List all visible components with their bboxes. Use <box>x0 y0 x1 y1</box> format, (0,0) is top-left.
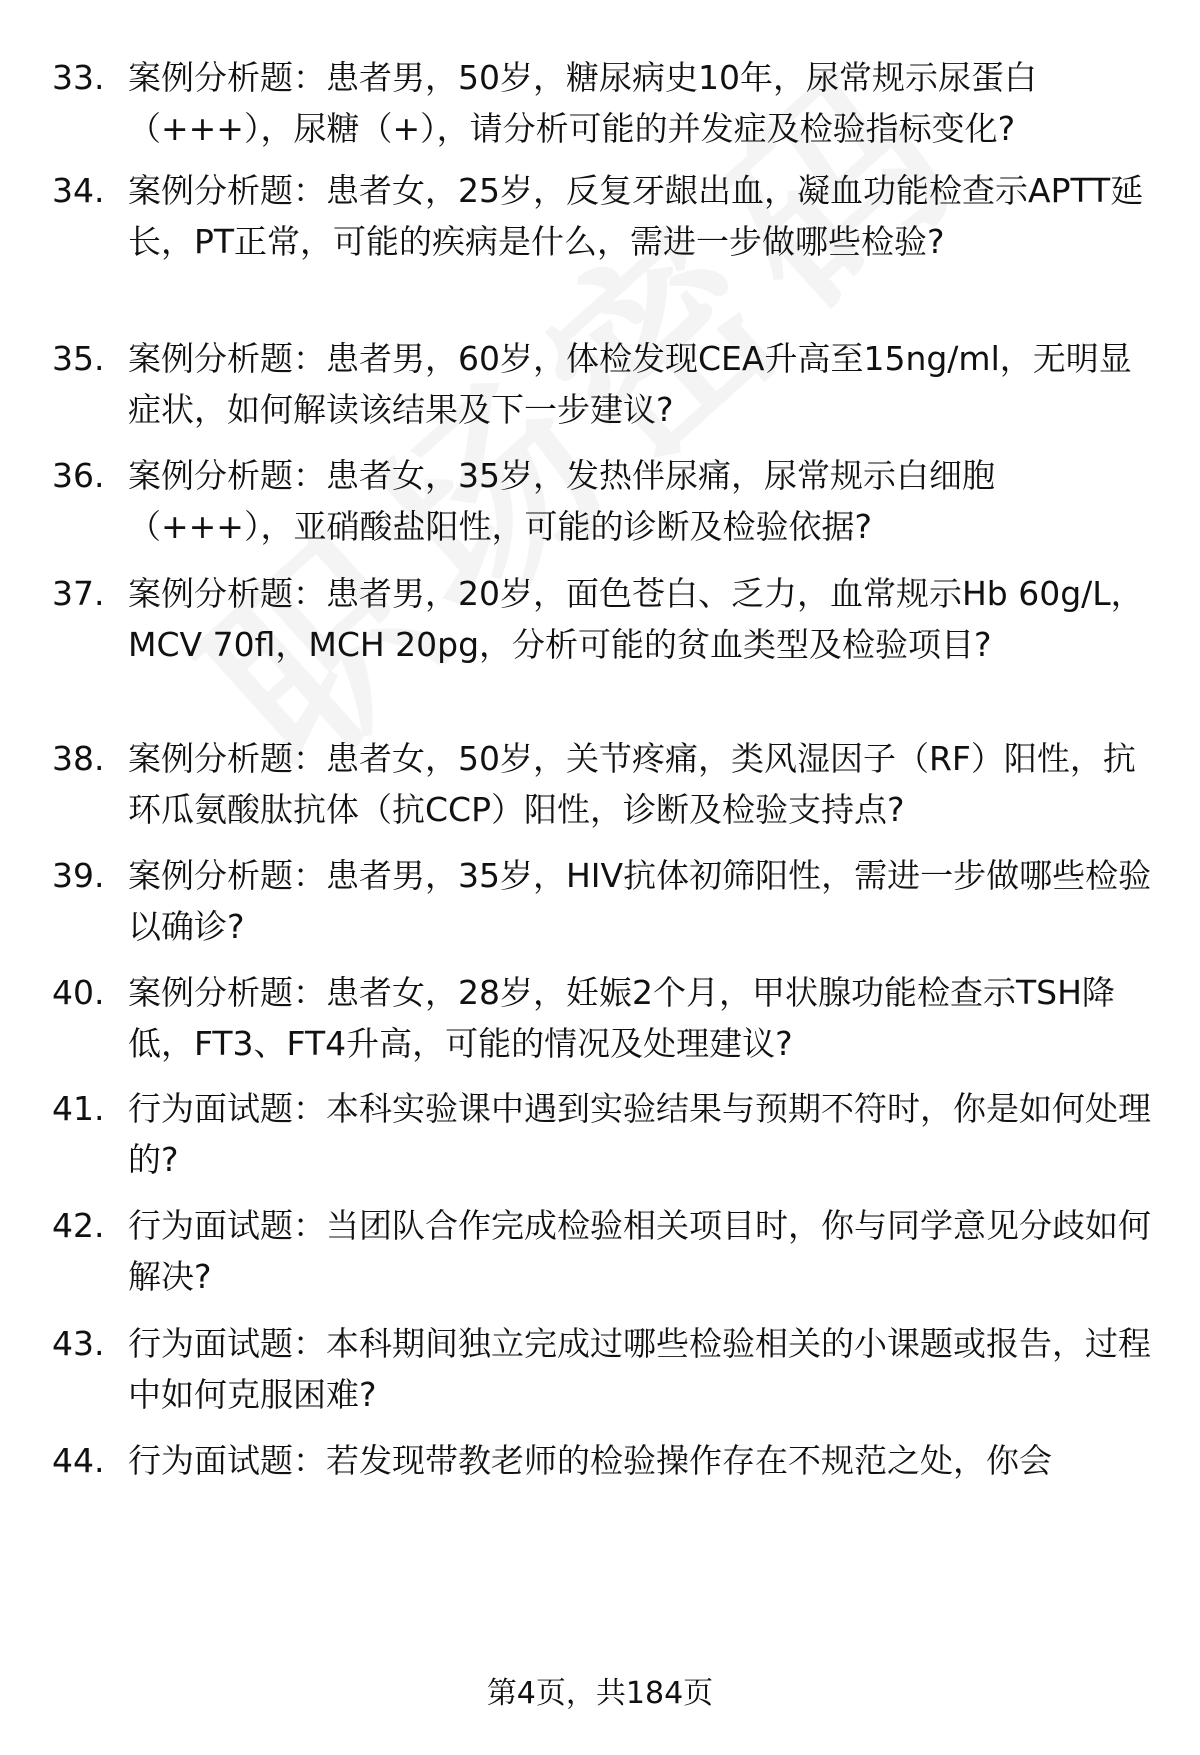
question-text: 案例分析题：患者女，28岁，妊娠2个月，甲状腺功能检查示TSH降低，FT3、FT4升高，可能的情况及处理建议? <box>128 973 1115 1063</box>
question-item <box>52 850 1152 952</box>
question-number: 38. <box>52 739 105 778</box>
question-item <box>52 1318 1152 1420</box>
question-text: 行为面试题：若发现带教老师的检验操作存在不规范之处，你会 <box>128 1441 1052 1480</box>
question-number: 37. <box>52 574 105 613</box>
question-item <box>52 1200 1152 1302</box>
question-number: 36. <box>52 456 105 495</box>
question-item <box>52 967 1152 1069</box>
question-number: 39. <box>52 856 105 895</box>
question-number: 42. <box>52 1206 105 1245</box>
question-text: 案例分析题：患者女，25岁，反复牙龈出血，凝血功能检查示APTT延长，PT正常，可能的疾病是什么，需进一步做哪些检验? <box>128 171 1144 261</box>
question-item <box>52 450 1152 552</box>
question-text: 案例分析题：患者男，20岁，面色苍白、乏力，血常规示Hb 60g/L，MCV 70fl，MCH 20pg，分析可能的贫血类型及检验项目? <box>128 574 1144 664</box>
question-text: 行为面试题：本科期间独立完成过哪些检验相关的小课题或报告，过程中如何克服困难? <box>128 1324 1151 1414</box>
question-number: 43. <box>52 1324 105 1363</box>
question-item <box>52 733 1152 835</box>
question-number: 34. <box>52 171 105 210</box>
question-text: 行为面试题：当团队合作完成检验相关项目时，你与同学意见分歧如何解决? <box>128 1206 1151 1296</box>
question-number: 44. <box>52 1441 105 1480</box>
question-item <box>52 1435 1152 1486</box>
question-item <box>52 568 1152 670</box>
question-text: 案例分析题：患者女，50岁，关节疼痛，类风湿因子（RF）阳性，抗环瓜氨酸肽抗体（抗CCP）阳性，诊断及检验支持点? <box>128 739 1136 829</box>
question-item <box>52 333 1152 435</box>
question-text: 行为面试题：本科实验课中遇到实验结果与预期不符时，你是如何处理的? <box>128 1089 1151 1179</box>
question-number: 40. <box>52 973 105 1012</box>
question-text: 案例分析题：患者男，50岁，糖尿病史10年，尿常规示尿蛋白（+++），尿糖（+），请分析可能的并发症及检验指标变化? <box>128 58 1037 148</box>
question-number: 41. <box>52 1089 105 1128</box>
question-item <box>52 52 1152 154</box>
question-text: 案例分析题：患者男，35岁，HIV抗体初筛阳性，需进一步做哪些检验以确诊? <box>128 856 1152 946</box>
page-number: 第4页，共184页 <box>486 1676 714 1711</box>
question-number: 33. <box>52 58 105 97</box>
question-text: 案例分析题：患者女，35岁，发热伴尿痛，尿常规示白细胞（+++），亚硝酸盐阳性，可能的诊断及检验依据? <box>128 456 995 546</box>
question-number: 35. <box>52 339 105 378</box>
question-item <box>52 165 1152 267</box>
question-item <box>52 1083 1152 1185</box>
question-text: 案例分析题：患者男，60岁，体检发现CEA升高至15ng/ml，无明显症状，如何解读该结果及下一步建议? <box>128 339 1132 429</box>
